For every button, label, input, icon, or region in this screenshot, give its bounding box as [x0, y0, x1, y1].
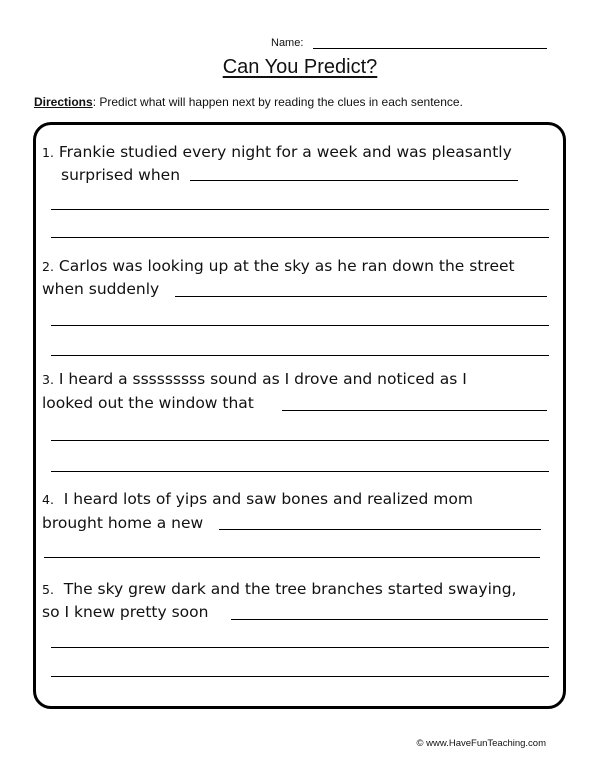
answer-line-5b[interactable] — [51, 647, 549, 648]
answer-line-3a[interactable] — [282, 410, 547, 411]
answer-line-1c[interactable] — [51, 237, 549, 238]
question-number: 4. — [42, 492, 54, 507]
answer-line-2c[interactable] — [51, 355, 549, 356]
page-title: Can You Predict? — [222, 56, 378, 78]
answer-line-5a[interactable] — [231, 619, 548, 620]
question-2-line-2: when suddenly — [42, 280, 160, 298]
question-1-line-1: 1. Frankie studied every night for a week and was pleasantly — [42, 143, 512, 161]
name-label: Name: — [271, 37, 304, 49]
question-number: 2. — [42, 259, 54, 274]
answer-line-4b[interactable] — [44, 557, 540, 558]
question-number: 1. — [42, 145, 54, 160]
question-5-line-1: 5. The sky grew dark and the tree branches started swaying, — [42, 580, 517, 598]
name-line[interactable] — [313, 48, 547, 49]
question-2-line-1: 2. Carlos was looking up at the sky as he ran down the street — [42, 257, 515, 275]
question-3-line-2: looked out the window that — [42, 394, 254, 412]
question-5-line-2: so I knew pretty soon — [42, 603, 209, 621]
question-4-line-1: 4. I heard lots of yips and saw bones and realized mom — [42, 490, 473, 508]
answer-line-3c[interactable] — [51, 471, 549, 472]
directions-label: Directions — [34, 95, 93, 109]
answer-line-2b[interactable] — [51, 325, 549, 326]
answer-line-5c[interactable] — [51, 676, 549, 677]
question-1-line-2: surprised when — [61, 166, 181, 184]
directions — [34, 95, 463, 109]
answer-line-3b[interactable] — [51, 440, 549, 441]
answer-line-1a[interactable] — [190, 180, 518, 181]
question-4-line-2: brought home a new — [42, 514, 204, 532]
directions-text: : Predict what will happen next by reading the clues in each sentence. — [92, 95, 463, 109]
question-3-line-1: 3. I heard a sssssssss sound as I drove and noticed as I — [42, 370, 467, 388]
answer-line-2a[interactable] — [175, 296, 547, 297]
copyright-footer: © www.HaveFunTeaching.com — [416, 738, 546, 749]
answer-line-4a[interactable] — [219, 529, 541, 530]
answer-line-1b[interactable] — [51, 209, 549, 210]
question-number: 3. — [42, 372, 54, 387]
question-number: 5. — [42, 582, 54, 597]
